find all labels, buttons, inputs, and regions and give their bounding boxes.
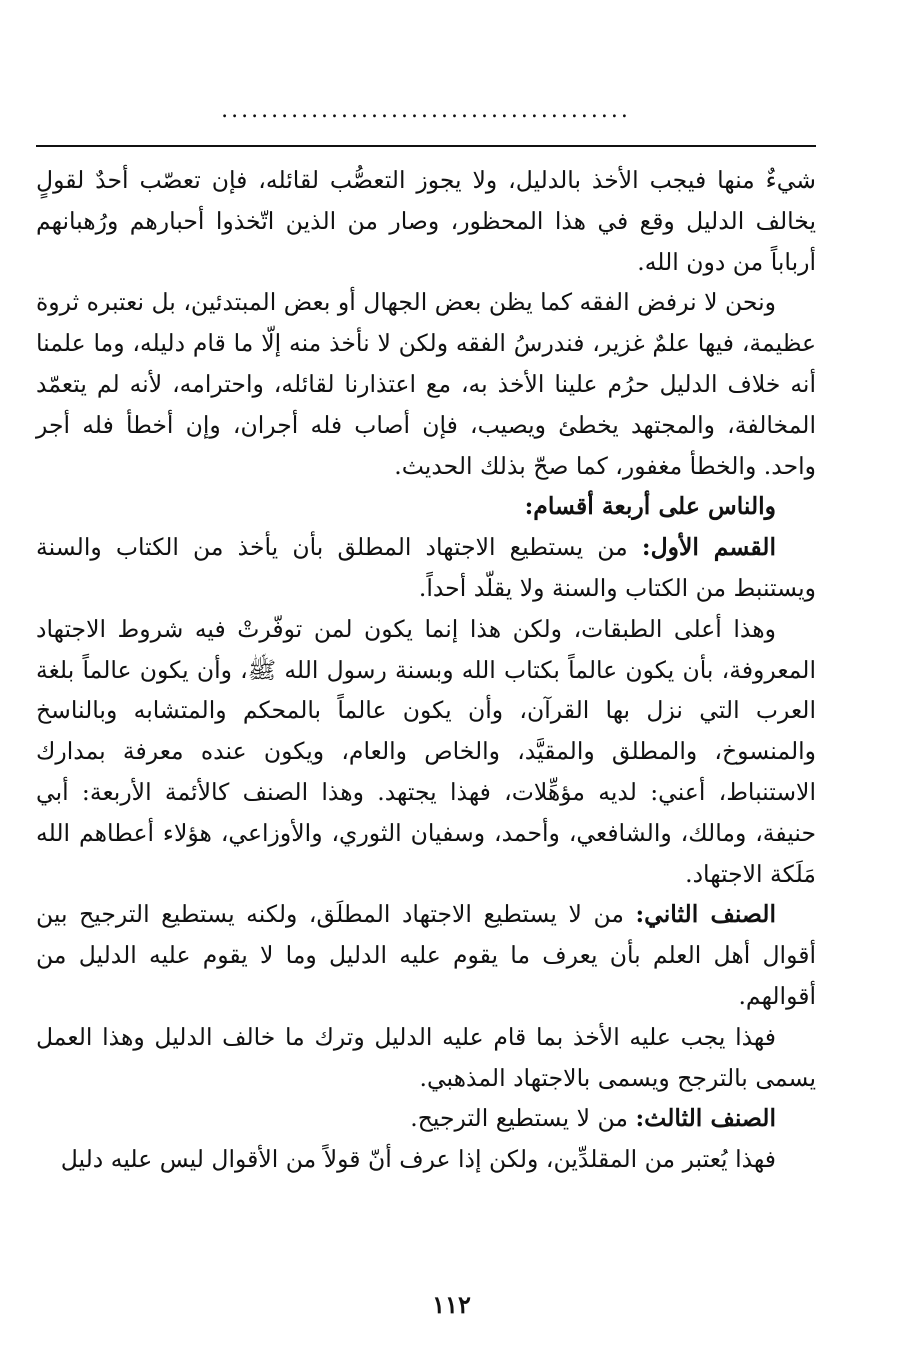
category-1-label: القسم الأول: [641,533,776,562]
page-number: ١١٢ [432,1290,471,1319]
category-3-text: من لا يستطيع الترجيح. [410,1104,636,1133]
category-1 [36,527,816,609]
paragraph-5: فهذا يُعتبر من المقلدِّين، ولكن إذا عرف أنّ قولاً من الأقوال ليس عليه دليل [60,1145,776,1174]
paragraph-2: ونحن لا نرفض الفقه كما يظن بعض الجهال أو بعض المبتدئين، بل نعتبره ثروة عظيمة، فيها علمٌ غزير، فندرسُ الفقه ولكن لا نأخذ منه إلّا ما قام دليله، وما علمنا أنه خلاف الدليل حرُم علينا الأخذ به، مع اعتذارنا لقائله، واحترامه، لأنه لم يتعمّد المخالفة، والمجتهد يخطئ ويصيب، فإن أصاب فله أجران، وإن أخطأ فله أجر واحد. والخطأ مغفور، كما صحّ بذلك الحديث. [36,288,816,480]
category-2-label: الصنف الثاني: [635,900,776,929]
category-1-text: من يستطيع الاجتهاد المطلق بأن يأخذ من الكتاب والسنة ويستنبط من الكتاب والسنة ولا يقلّد أحداً. [36,533,816,602]
category-3-label: الصنف الثالث: [635,1104,776,1133]
header-rule [36,145,816,147]
dotted-separator: ......................................... [221,98,631,123]
category-3 [36,1098,816,1139]
section-heading: والناس على أربعة أقسام: [524,492,776,521]
text-body [36,160,816,1180]
paragraph-4: فهذا يجب عليه الأخذ بما قام عليه الدليل وترك ما خالف الدليل وهذا العمل يسمى بالترجح ويسمى بالاجتهاد المذهبي. [36,1022,816,1092]
category-2-text: من لا يستطيع الاجتهاد المطلَق، ولكنه يستطيع الترجيح بين أقوال أهل العلم بأن يعرف ما يقوم عليه الدليل وما لا يقوم عليه الدليل من أقوالهم. [36,900,816,1010]
paragraph-3: وهذا أعلى الطبقات، ولكن هذا إنما يكون لمن توفّرتْ فيه شروط الاجتهاد المعروفة، بأن يكون عالماً بكتاب الله وبسنة رسول الله ﷺ، وأن يكون عالماً بلغة العرب التي نزل بها القرآن، وأن يكون عالماً بالمحكم والمتشابه وبالناسخ والمنسوخ، والمطلق والمقيَّد، والخاص والعام، ويكون عنده معرفة بمدارك الاستنباط، أعني: لديه مؤهِّلات، فهذا يجتهد. وهذا الصنف كالأئمة الأربعة: أبي حنيفة، ومالك، والشافعي، وأحمد، وسفيان الثوري، والأوزاعي، هؤلاء أعطاهم الله مَلَكة الاجتهاد. [36,614,816,888]
category-2 [36,894,816,1016]
paragraph-1: شيءٌ منها فيجب الأخذ بالدليل، ولا يجوز التعصُّب لقائله، فإن تعصّب أحدٌ لقولٍ يخالف الدليل وقع في هذا المحظور، وصار من الذين اتّخذوا أحبارهم ورُهبانهم أرباباً من دون الله. [36,166,816,276]
